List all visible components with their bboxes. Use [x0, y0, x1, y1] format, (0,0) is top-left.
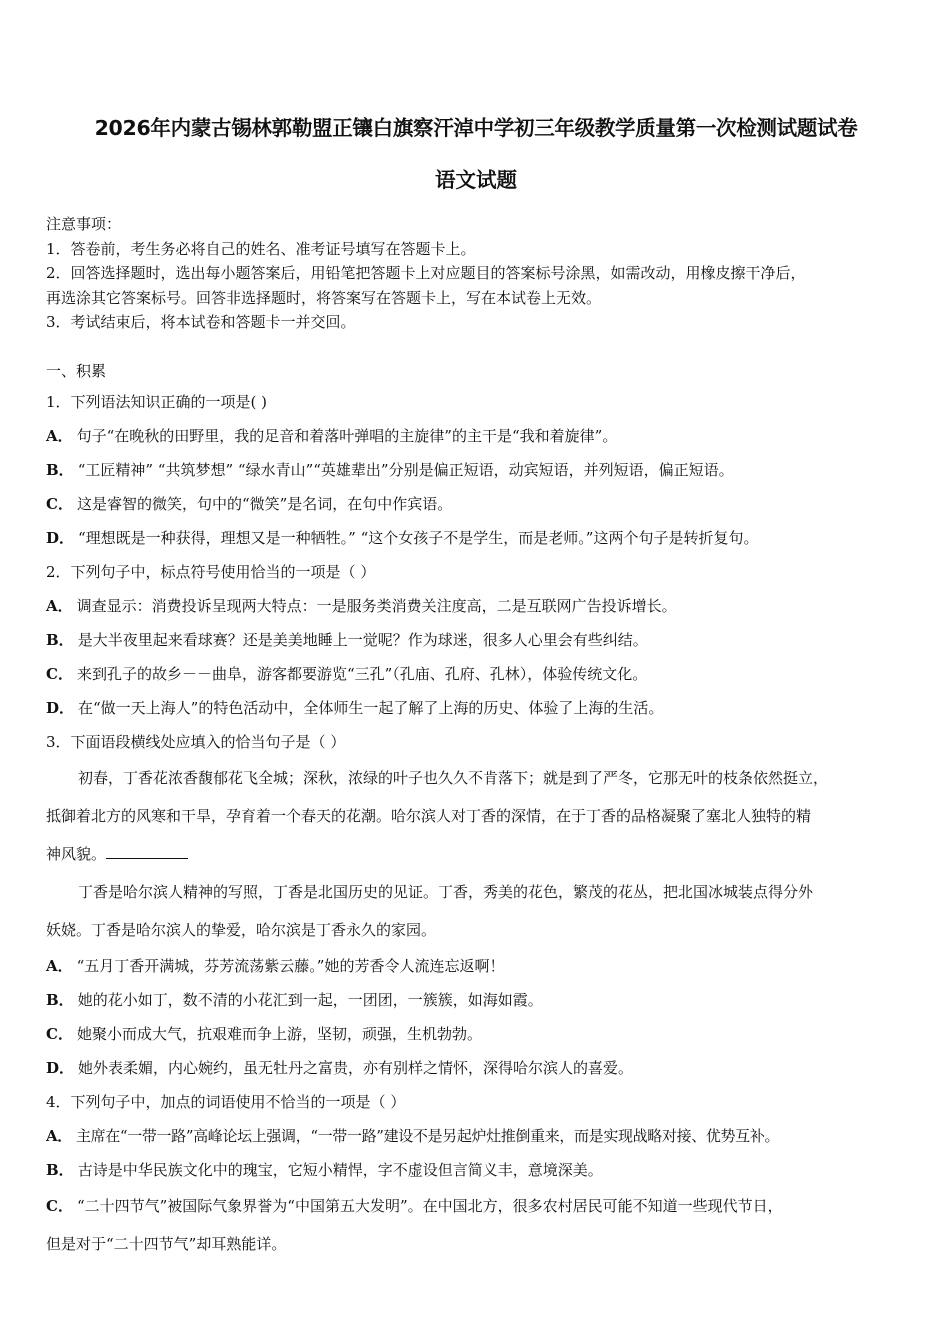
question-1-stem: 1．下列语法知识正确的一项是( )	[46, 392, 268, 411]
question-2-option-b: B． 是大半夜里起来看球赛？还是美美地睡上一觉呢？作为球迷，很多人心里会有些纠结。	[46, 630, 648, 649]
question-3-option-b: B． 她的花小如丁，数不清的小花汇到一起，一团团，一簇簇，如海如霞。	[46, 990, 543, 1009]
notes-line: 1．答卷前，考生务必将自己的姓名、准考证号填写在答题卡上。	[46, 239, 476, 258]
question-1-option-c: C． 这是睿智的微笑，句中的“微笑”是名词，在句中作宾语。	[46, 494, 453, 513]
question-3-passage-1: 初春，丁香花浓香馥郁花飞全城；深秋，浓绿的叶子也久久不肯落下；就是到了严冬，它那无叶的枝条依然挺立， 抵御着北方的风寒和干旱，孕育着一个春天的花潮。哈尔滨人对丁香的深情，在于丁香的品格凝聚了塞北人独特的精 神风貌。	[46, 768, 829, 863]
exam-subtitle: 语文试题	[435, 168, 517, 192]
question-3-option-c: C． 她聚小而成大气，抗艰难而争上游，坚韧，顽强，生机勃勃。	[46, 1024, 482, 1043]
answer-blank	[106, 844, 188, 859]
question-1-option-d: D． “理想既是一种获得，理想又是一种牺牲。” “这个女孩子不是学生，而是老师。”这两个句子是转折复句。	[46, 528, 759, 547]
question-4-stem: 4．下列句子中，加点的词语使用不恰当的一项是（ ）	[46, 1092, 406, 1111]
section-heading: 一、积累	[46, 361, 107, 380]
question-4-option-b: B． 古诗是中华民族文化中的瑰宝，它短小精悍，字不虚设但言简义丰，意境深美。	[46, 1160, 603, 1179]
question-3-stem: 3．下面语段横线处应填入的恰当句子是（ ）	[46, 732, 346, 751]
notes-heading: 注意事项：	[46, 215, 122, 233]
notes-line: 再选涂其它答案标号。回答非选择题时，将答案写在答题卡上，写在本试卷上无效。	[46, 288, 602, 307]
question-1-option-a: A． 句子“在晚秋的田野里，我的足音和着落叶弹唱的主旋律”的主干是“我和着旋律”。	[46, 426, 618, 445]
exam-title: 2026年内蒙古锡林郭勒盟正镶白旗察汗淖中学初三年级教学质量第一次检测试题试卷	[94, 116, 858, 140]
question-2-option-d: D． 在“做一天上海人”的特色活动中，全体师生一起了解了上海的历史、体验了上海的生活。	[46, 698, 664, 717]
notes-block	[46, 212, 906, 335]
question-1-option-b: B． “工匠精神” “共筑梦想” “绿水青山”“英雄辈出”分别是偏正短语，动宾短语，并列短语，偏正短语。	[46, 460, 734, 479]
question-2-option-c: C． 来到孔子的故乡－－曲阜，游客都要游览“三孔”（孔庙、孔府、孔林），体验传统文化。	[46, 664, 648, 683]
notes-line: 2．回答选择题时，选出每小题答案后，用铅笔把答题卡上对应题目的答案标号涂黑，如需改动，用橡皮擦干净后，	[46, 264, 806, 282]
question-3-option-a: A． “五月丁香开满城，芬芳流荡紫云藤。”她的芳香令人流连忘返啊！	[46, 956, 505, 975]
question-3-option-d: D． 她外表柔媚，内心婉约，虽无牡丹之富贵，亦有别样之情怀，深得哈尔滨人的喜爱。	[46, 1058, 634, 1077]
question-4-option-c: C． “二十四节气”被国际气象界誉为“中国第五大发明”。在中国北方，很多农村居民可能不知道一些现代节日， 但是对于“二十四节气”却耳熟能详。	[46, 1196, 783, 1253]
question-3-passage-2: 丁香是哈尔滨人精神的写照，丁香是北国历史的见证。丁香，秀美的花色，繁茂的花丛，把北国冰城装点得分外 妖娆。丁香是哈尔滨人的挚爱，哈尔滨是丁香永久的家园。	[46, 882, 814, 939]
notes-line: 3．考试结束后，将本试卷和答题卡一并交回。	[46, 313, 356, 331]
question-4-option-a: A． 主席在“一带一路”高峰论坛上强调，“一带一路”建设不是另起炉灶推倒重来，而是实现战略对接、优势互补。	[46, 1126, 780, 1145]
question-2-option-a: A． 调查显示：消费投诉呈现两大特点：一是服务类消费关注度高，二是互联网广告投诉增长。	[46, 596, 677, 615]
question-2-stem: 2．下列句子中，标点符号使用恰当的一项是（ ）	[46, 562, 376, 581]
